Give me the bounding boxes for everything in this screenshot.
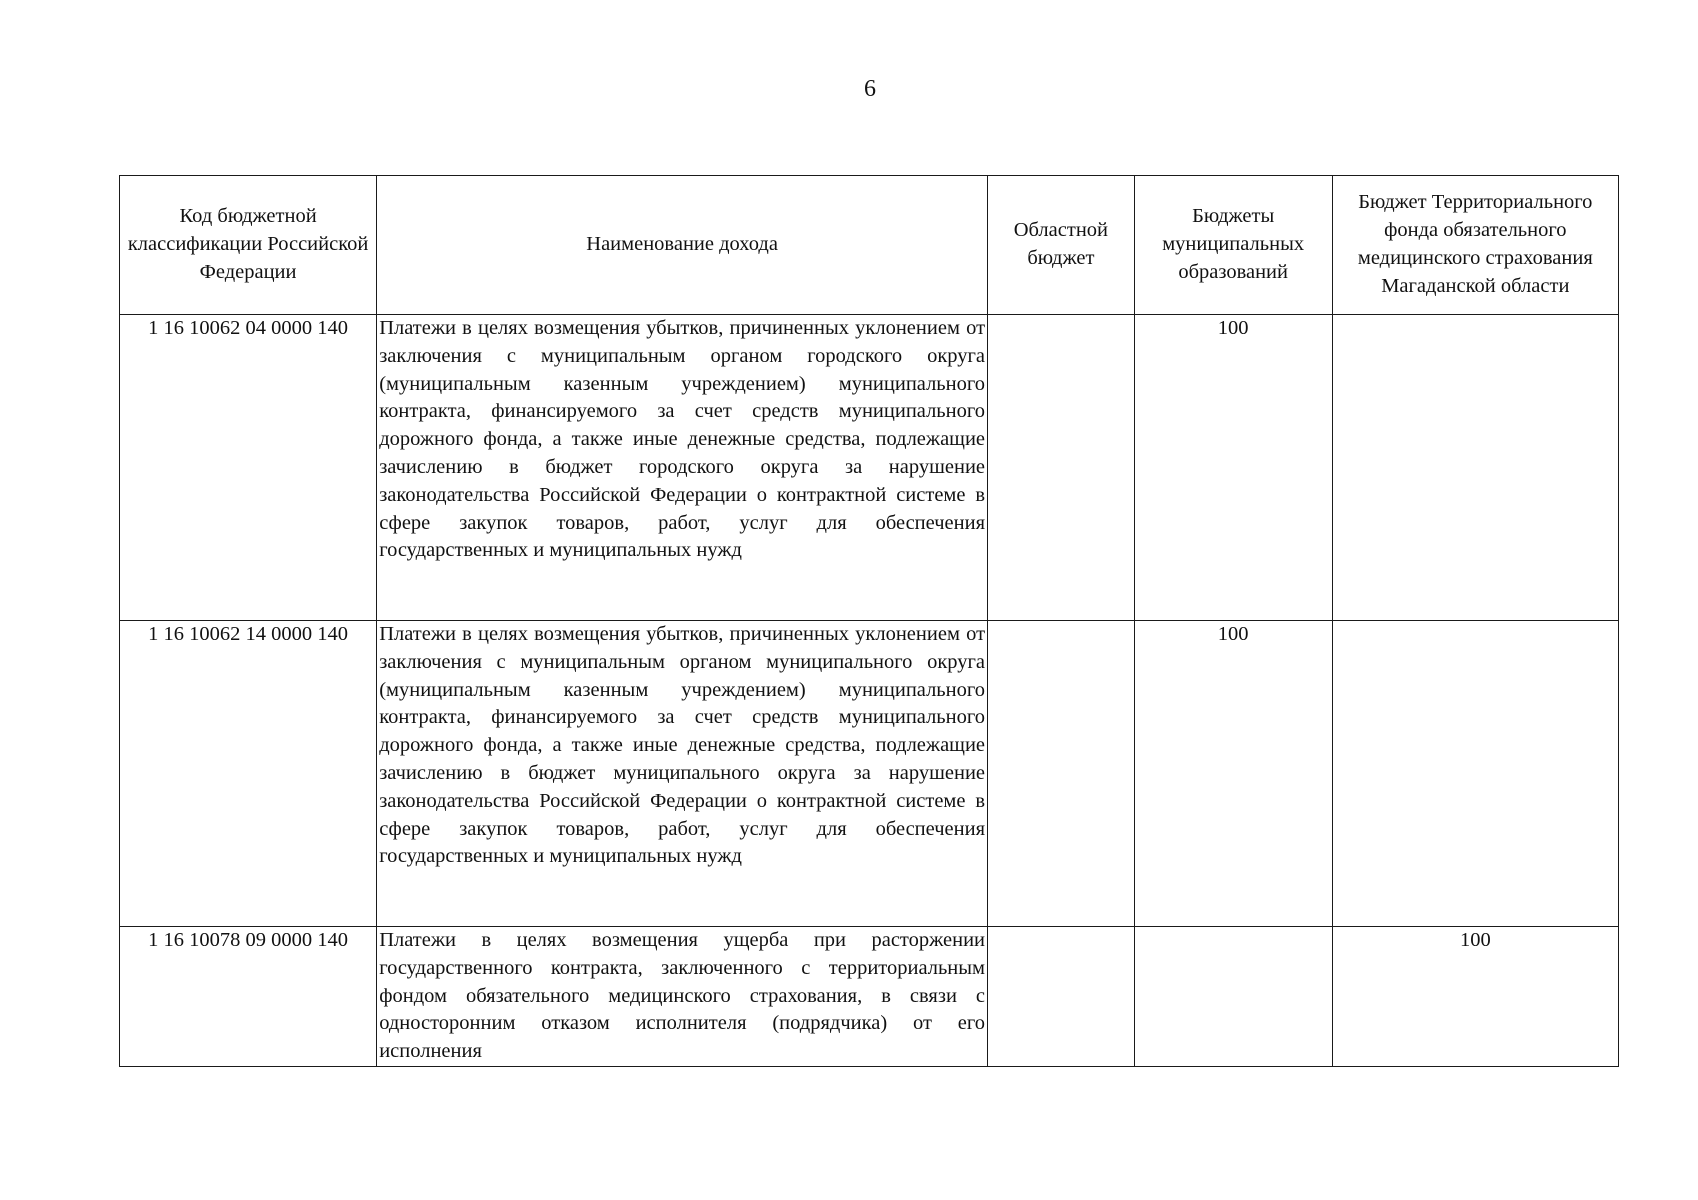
header-name: Наименование дохода (377, 176, 988, 315)
row-tfoms-share (1332, 315, 1618, 621)
row-name: Платежи в целях возмещения убытков, причиненных уклонением от заключения с муниципальным органом городского округа (муниципальным казенным учреждением) муниципального контракта, финансируемого за счет средств муниципального дорожного фонда, а также иные денежные средства, подлежащие зачислению в бюджет городского округа за нарушение законодательства Российской Федерации о контрактной системе в сфере закупок товаров, работ, услуг для обеспечения государственных и муниципальных нужд (377, 315, 988, 621)
row-code: 1 16 10062 04 0000 140 (120, 315, 377, 621)
row-name: Платежи в целях возмещения убытков, причиненных уклонением от заключения с муниципальным органом муниципального округа (муниципальным казенным учреждением) муниципального контракта, финансируемого за счет средств муниципального дорожного фонда, а также иные денежные средства, подлежащие зачислению в бюджет муниципального округа за нарушение законодательства Российской Федерации о контрактной системе в сфере закупок товаров, работ, услуг для обеспечения государственных и муниципальных нужд (377, 621, 988, 927)
page-number: 6 (864, 76, 876, 102)
row-municipal-share: 100 (1134, 621, 1332, 927)
row-municipal-share (1134, 927, 1332, 1067)
row-tfoms-share (1332, 621, 1618, 927)
header-municipal-budgets: Бюджеты муниципальных образований (1134, 176, 1332, 315)
revenue-distribution-table (119, 175, 1619, 1067)
row-tfoms-share: 100 (1332, 927, 1618, 1067)
table-header-row (120, 176, 1619, 315)
header-code: Код бюджетной классификации Российской Федерации (120, 176, 377, 315)
table-row (120, 315, 1619, 621)
table-row (120, 927, 1619, 1067)
row-regional-share (988, 315, 1135, 621)
row-regional-share (988, 621, 1135, 927)
header-regional-budget: Областной бюджет (988, 176, 1135, 315)
row-regional-share (988, 927, 1135, 1067)
row-code: 1 16 10062 14 0000 140 (120, 621, 377, 927)
row-name: Платежи в целях возмещения ущерба при расторжении государственного контракта, заключенного с территориальным фондом обязательного медицинского страхования, в связи с односторонним отказом исполнителя (подрядчика) от его исполнения (377, 927, 988, 1067)
row-municipal-share: 100 (1134, 315, 1332, 621)
row-code: 1 16 10078 09 0000 140 (120, 927, 377, 1067)
header-tfoms-budget: Бюджет Территориального фонда обязательного медицинского страхования Магаданской области (1332, 176, 1618, 315)
table-row (120, 621, 1619, 927)
